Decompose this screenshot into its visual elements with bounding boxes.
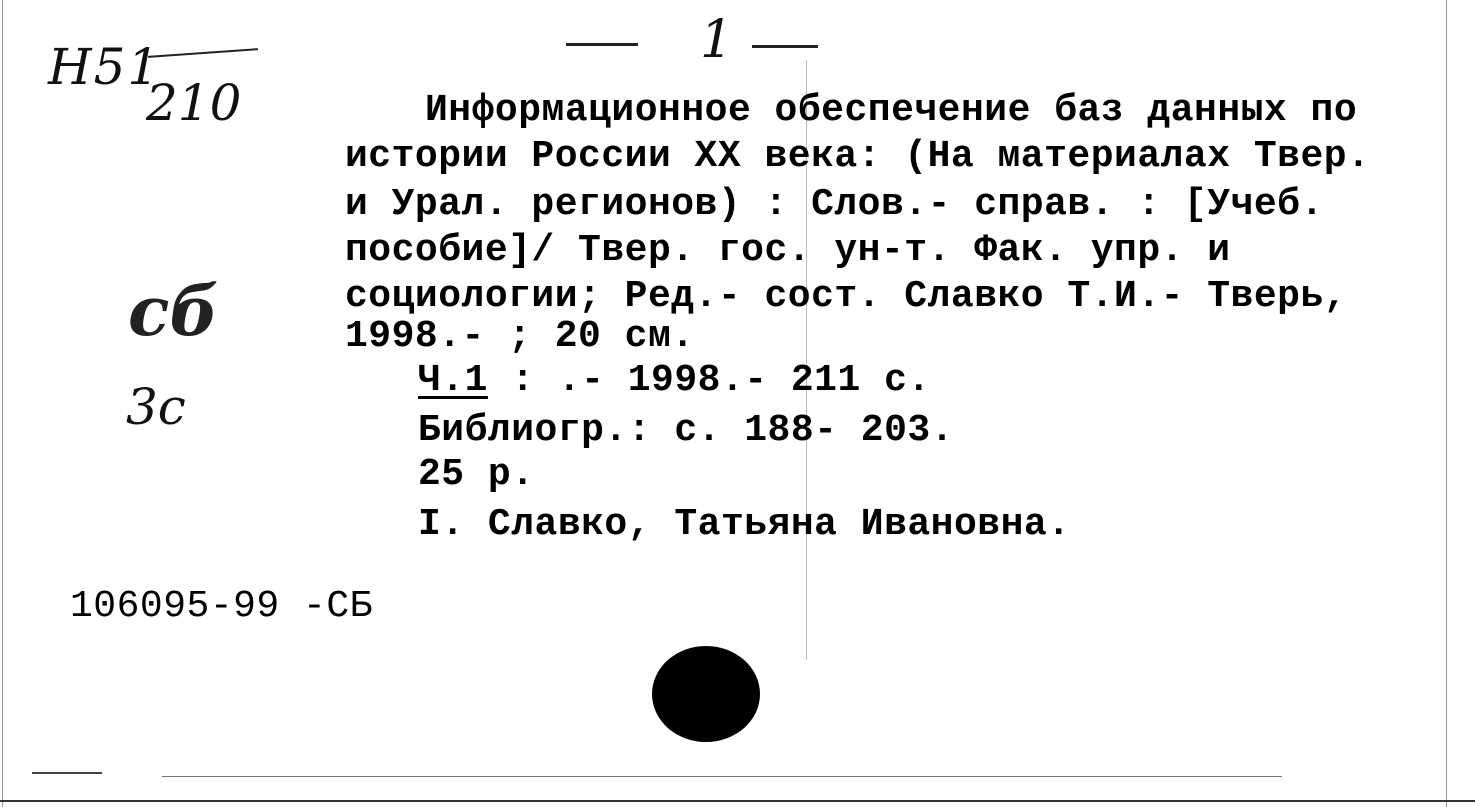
entry-line-3: и Урал. регионов) : Слов.- справ. : [Учеб. — [345, 183, 1324, 226]
accession-number: 106095-99 -СБ — [70, 585, 373, 628]
price: 25 р. — [418, 453, 535, 496]
punch-hole — [652, 646, 760, 742]
shelf-mark-bottom: 210 — [146, 74, 242, 132]
part-line — [418, 359, 931, 402]
card-number-dash-left — [566, 43, 638, 46]
entry-line-2: истории России XX века: (На материалах Твер. — [345, 135, 1371, 178]
part-details: : .- 1998.- 211 с. — [487, 359, 931, 402]
entry-line-1: Информационное обеспечение баз данных по — [425, 89, 1358, 132]
card-number: 1 — [700, 10, 734, 70]
card-number-dash-right — [752, 45, 818, 48]
copies-mark: 3с — [126, 378, 186, 436]
bottom-rule-left — [32, 772, 102, 774]
bottom-edge — [0, 800, 1475, 802]
part-label: Ч.1 — [418, 359, 488, 402]
tracing-entry: I. Славко, Татьяна Ивановна. — [418, 503, 1071, 546]
bibliography-note: Библиогр.: с. 188- 203. — [418, 409, 954, 452]
entry-line-4: пособие]/ Твер. гос. ун-т. Фак. упр. и — [345, 229, 1231, 272]
entry-line-6: 1998.- ; 20 см. — [345, 315, 695, 358]
shelf-mark-top: Н51 — [48, 38, 162, 96]
right-edge-line — [1446, 0, 1447, 807]
sb-mark: сб — [128, 272, 219, 352]
entry-line-5: социологии; Ред.- сост. Славко Т.И.- Тверь, — [345, 275, 1348, 318]
left-edge-line — [2, 0, 3, 807]
bottom-rule-main — [162, 776, 1282, 777]
shelf-mark-line — [148, 48, 258, 58]
